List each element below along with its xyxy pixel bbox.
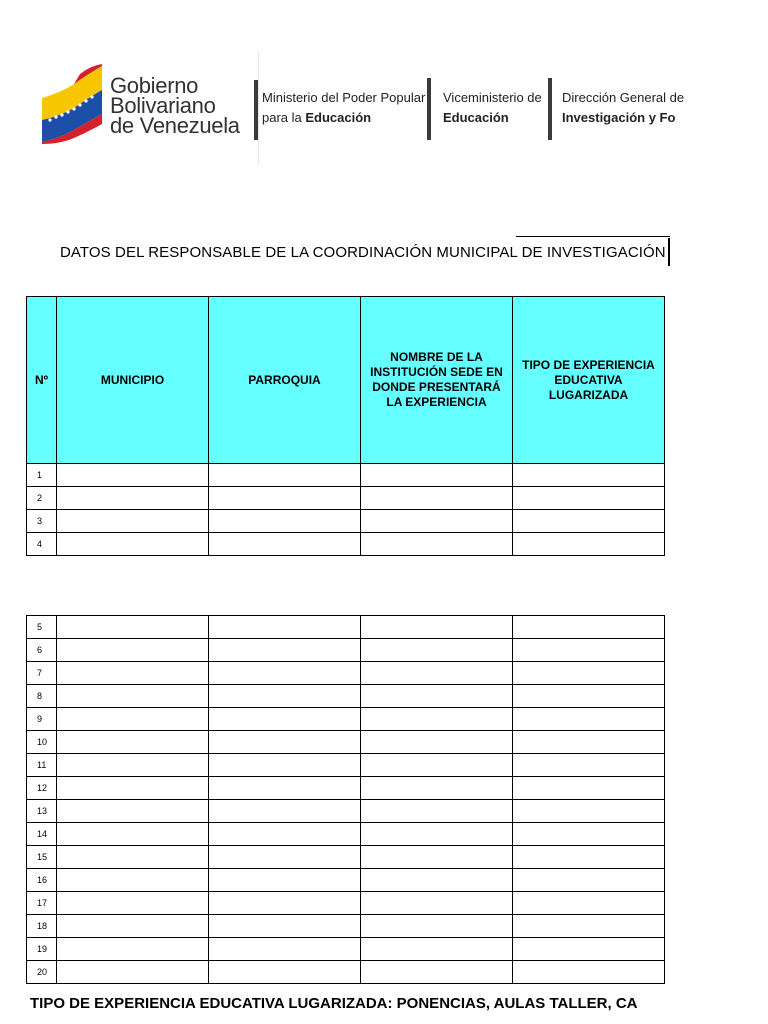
row-number: 16 [27, 869, 57, 892]
venezuela-flag-icon [40, 64, 106, 144]
table-row [27, 846, 665, 869]
table-cell[interactable] [57, 869, 209, 892]
row-number: 9 [27, 708, 57, 731]
table-cell[interactable] [513, 616, 665, 639]
table-cell[interactable] [57, 754, 209, 777]
table-cell[interactable] [57, 616, 209, 639]
row-number: 17 [27, 892, 57, 915]
table-row [27, 915, 665, 938]
table-cell[interactable] [209, 616, 361, 639]
table-cell[interactable] [57, 533, 209, 556]
table-cell[interactable] [361, 823, 513, 846]
table-cell[interactable] [209, 961, 361, 984]
table-cell[interactable] [361, 892, 513, 915]
table-cell[interactable] [57, 708, 209, 731]
table-cell[interactable] [57, 915, 209, 938]
section-title: DATOS DEL RESPONSABLE DE LA COORDINACIÓN MUNICIPAL DE INVESTIGACIÓN [60, 244, 666, 261]
table-cell[interactable] [513, 800, 665, 823]
table-row [27, 639, 665, 662]
table-cell[interactable] [513, 533, 665, 556]
table-cell[interactable] [57, 846, 209, 869]
table-header-row [27, 297, 665, 464]
row-number: 1 [27, 464, 57, 487]
gobierno-bolivariano-logo [40, 64, 252, 144]
header-number: Nº [27, 297, 57, 464]
table-cell[interactable] [513, 731, 665, 754]
table-cell[interactable] [209, 464, 361, 487]
table-row [27, 616, 665, 639]
table-cell[interactable] [57, 510, 209, 533]
table-row [27, 800, 665, 823]
row-number: 8 [27, 685, 57, 708]
table-cell[interactable] [209, 487, 361, 510]
table-cell[interactable] [209, 754, 361, 777]
table-cell[interactable] [513, 510, 665, 533]
table-cell[interactable] [57, 777, 209, 800]
table-cell[interactable] [209, 846, 361, 869]
table-cell[interactable] [361, 777, 513, 800]
table-row [27, 938, 665, 961]
table-cell[interactable] [57, 823, 209, 846]
table-row [27, 464, 665, 487]
table-cell[interactable] [209, 800, 361, 823]
row-number: 15 [27, 846, 57, 869]
table-cell[interactable] [57, 685, 209, 708]
table-row [27, 487, 665, 510]
table-cell[interactable] [209, 869, 361, 892]
row-number: 3 [27, 510, 57, 533]
table-row [27, 662, 665, 685]
table-cell[interactable] [513, 464, 665, 487]
table-cell[interactable] [57, 731, 209, 754]
table-cell[interactable] [361, 616, 513, 639]
table-cell[interactable] [361, 800, 513, 823]
table-cell[interactable] [513, 846, 665, 869]
table-cell[interactable] [209, 510, 361, 533]
table-cell[interactable] [361, 533, 513, 556]
table-cell[interactable] [209, 938, 361, 961]
table-cell[interactable] [57, 639, 209, 662]
table-cell[interactable] [513, 823, 665, 846]
title-border [668, 238, 670, 266]
row-number: 11 [27, 754, 57, 777]
table-cell[interactable] [513, 938, 665, 961]
table-cell[interactable] [209, 892, 361, 915]
table-cell[interactable] [57, 464, 209, 487]
table-cell[interactable] [513, 961, 665, 984]
ministry-label: Ministerio del Poder Popular para la Educación [262, 90, 426, 125]
table-cell[interactable] [361, 915, 513, 938]
table-cell[interactable] [209, 533, 361, 556]
row-number: 12 [27, 777, 57, 800]
table-cell[interactable] [57, 892, 209, 915]
header-municipio: MUNICIPIO [57, 297, 209, 464]
table-cell[interactable] [513, 777, 665, 800]
table-cell[interactable] [209, 915, 361, 938]
row-number: 20 [27, 961, 57, 984]
row-number: 10 [27, 731, 57, 754]
table-row [27, 685, 665, 708]
table-row [27, 892, 665, 915]
table-cell[interactable] [361, 961, 513, 984]
title-border [516, 236, 670, 237]
table-cell[interactable] [513, 639, 665, 662]
government-name [110, 73, 240, 138]
row-number: 18 [27, 915, 57, 938]
table-row [27, 708, 665, 731]
direction-label: Dirección General de Investigación y Fo [562, 90, 685, 125]
table-cell[interactable] [57, 938, 209, 961]
table-cell[interactable] [361, 754, 513, 777]
table-cell[interactable] [513, 754, 665, 777]
table-cell[interactable] [513, 708, 665, 731]
table-row [27, 754, 665, 777]
table-row [27, 533, 665, 556]
table-row [27, 731, 665, 754]
table-cell[interactable] [361, 639, 513, 662]
logo-line-2: Bolivariano [110, 93, 216, 118]
divider-thin [258, 52, 259, 164]
header-institucion: NOMBRE DE LA INSTITUCIÓN SEDE EN DONDE PRESENTARÁ LA EXPERIENCIA [361, 297, 513, 464]
table-cell[interactable] [209, 685, 361, 708]
row-number: 13 [27, 800, 57, 823]
header-parroquia: PARROQUIA [209, 297, 361, 464]
table-cell[interactable] [361, 846, 513, 869]
table-cell[interactable] [513, 662, 665, 685]
row-number: 2 [27, 487, 57, 510]
table-cell[interactable] [209, 708, 361, 731]
table-cell[interactable] [361, 731, 513, 754]
table-row [27, 961, 665, 984]
row-number: 19 [27, 938, 57, 961]
divider-bar [254, 80, 258, 140]
header-tipo-experiencia: TIPO DE EXPERIENCIA EDUCATIVA LUGARIZADA [513, 297, 665, 464]
row-number: 7 [27, 662, 57, 685]
table-cell[interactable] [57, 961, 209, 984]
divider-bar [548, 78, 552, 140]
footer-note: TIPO DE EXPERIENCIA EDUCATIVA LUGARIZADA: PONENCIAS, AULAS TALLER, CA [30, 995, 638, 1012]
table-cell[interactable] [57, 487, 209, 510]
table-cell[interactable] [209, 777, 361, 800]
table-row [27, 823, 665, 846]
table-cell[interactable] [361, 685, 513, 708]
table-cell[interactable] [361, 869, 513, 892]
table-cell[interactable] [513, 487, 665, 510]
table-cell[interactable] [513, 892, 665, 915]
table-cell[interactable] [209, 639, 361, 662]
table-cell[interactable] [513, 915, 665, 938]
table-cell[interactable] [361, 662, 513, 685]
table-cell[interactable] [361, 938, 513, 961]
logo-line-3: de Venezuela [110, 113, 240, 138]
table-cell[interactable] [361, 487, 513, 510]
row-number: 14 [27, 823, 57, 846]
registration-table-continued [26, 615, 665, 984]
table-cell[interactable] [209, 731, 361, 754]
table-cell[interactable] [513, 685, 665, 708]
table-row [27, 869, 665, 892]
table-cell[interactable] [209, 823, 361, 846]
table-cell[interactable] [209, 662, 361, 685]
row-number: 5 [27, 616, 57, 639]
table-row [27, 510, 665, 533]
table-cell[interactable] [361, 708, 513, 731]
table-cell[interactable] [57, 800, 209, 823]
logo-line-1: Gobierno [110, 73, 199, 98]
registration-table [26, 296, 665, 556]
table-cell[interactable] [361, 464, 513, 487]
table-cell[interactable] [513, 869, 665, 892]
row-number: 6 [27, 639, 57, 662]
divider-bar [427, 78, 431, 140]
table-row [27, 777, 665, 800]
table-cell[interactable] [57, 662, 209, 685]
viceministry-label: Viceministerio de Educación [443, 90, 542, 125]
row-number: 4 [27, 533, 57, 556]
table-cell[interactable] [361, 510, 513, 533]
